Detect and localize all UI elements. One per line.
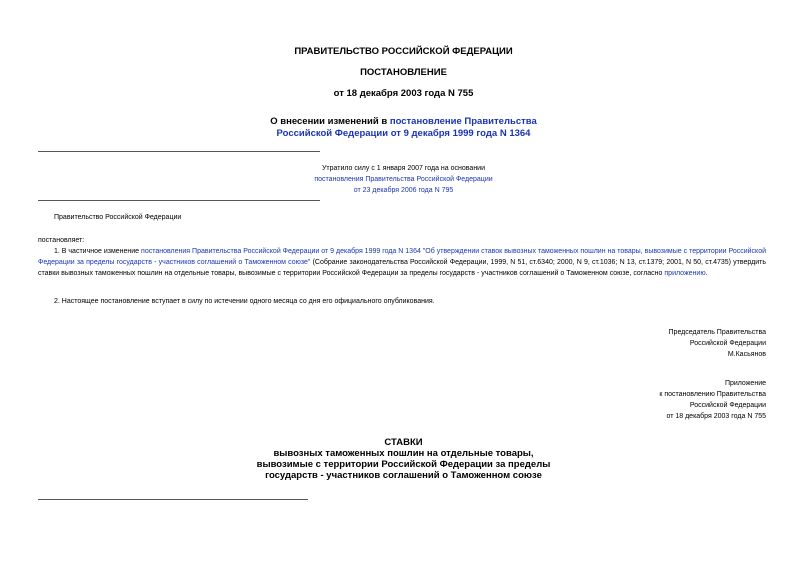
signature-line-2: Российской Федерации (689, 340, 766, 347)
divider-2 (38, 200, 320, 201)
title-prefix: О внесении изменений в (270, 116, 390, 127)
government-label: Правительство Российской Федерации (54, 214, 182, 221)
expired-link-2[interactable]: от 23 декабря 2006 года N 795 (353, 187, 454, 194)
doc-type-heading: ПОСТАНОВЛЕНИЕ (360, 67, 447, 78)
signature-line-3: М.Касьянов (727, 351, 766, 358)
appendix-line-4: от 18 декабря 2003 года N 755 (666, 413, 766, 420)
expired-link-1[interactable]: постановления Правительства Российской Федерации (314, 176, 493, 183)
appendix-line-3: Российской Федерации (689, 402, 766, 409)
appendix-line-2: к постановлению Правительства (659, 391, 766, 398)
signature-line-1: Председатель Правительства (668, 329, 766, 336)
rates-title-line-2: вывозных таможенных пошлин на отдельные товары, (273, 448, 534, 459)
rates-title (0, 437, 807, 481)
rates-title-line-1: СТАВКИ (384, 437, 423, 448)
document-title (0, 116, 807, 140)
p1-start: 1. В частичное изменение (54, 248, 142, 255)
title-link-2[interactable]: Российской Федерации от 9 декабря 1999 года N 1364 (276, 128, 531, 139)
expired-note (0, 163, 807, 196)
divider-1 (38, 151, 320, 152)
divider-3 (38, 499, 308, 500)
rates-title-line-4: государств - участников соглашений о Таможенном союзе (265, 470, 542, 481)
p1-decree-link[interactable]: постановления Правительства Российской Федерации от 9 декабря 1999 года N 1364 "Об утверждении ставок вывозных таможенных пошлин на товары, вывозимые с территории Российской Федерации за пределы государств - участников соглашений о Таможенном союзе" (38, 248, 766, 266)
paragraph-2: 2. Настоящее постановление вступает в силу по истечении одного месяца со дня его официального опубликования. (54, 298, 435, 305)
appendix-block (659, 378, 766, 422)
rates-title-line-3: вывозимые с территории Российской Федерации за пределы (256, 459, 551, 470)
expired-line-1: Утратило силу с 1 января 2007 года на основании (321, 165, 486, 172)
p1-mid: (Собрание законодательства Российской Федерации, 1999, N 51, ст.6340; 2000, N 9, ст.1036; N 13, ст.1379; 2001, N 50, ст.4735) утвердить ставки вывозных таможенных пошлин на отдельные товары, вывозимые с территории Российской Федерации за пределы государств - участников соглашений о Таможенном союзе, согласно (38, 259, 766, 277)
p1-appendix-link[interactable]: приложению (664, 270, 706, 277)
government-heading: ПРАВИТЕЛЬСТВО РОССИЙСКОЙ ФЕДЕРАЦИИ (294, 46, 513, 57)
title-link-1[interactable]: постановление Правительства (389, 116, 537, 127)
p1-end: . (705, 270, 708, 277)
appendix-line-1: Приложение (724, 380, 766, 387)
paragraph-1 (38, 246, 766, 279)
signature-block (669, 327, 766, 360)
resolves-label: постановляет: (38, 237, 85, 244)
doc-date-number: от 18 декабря 2003 года N 755 (333, 88, 474, 99)
